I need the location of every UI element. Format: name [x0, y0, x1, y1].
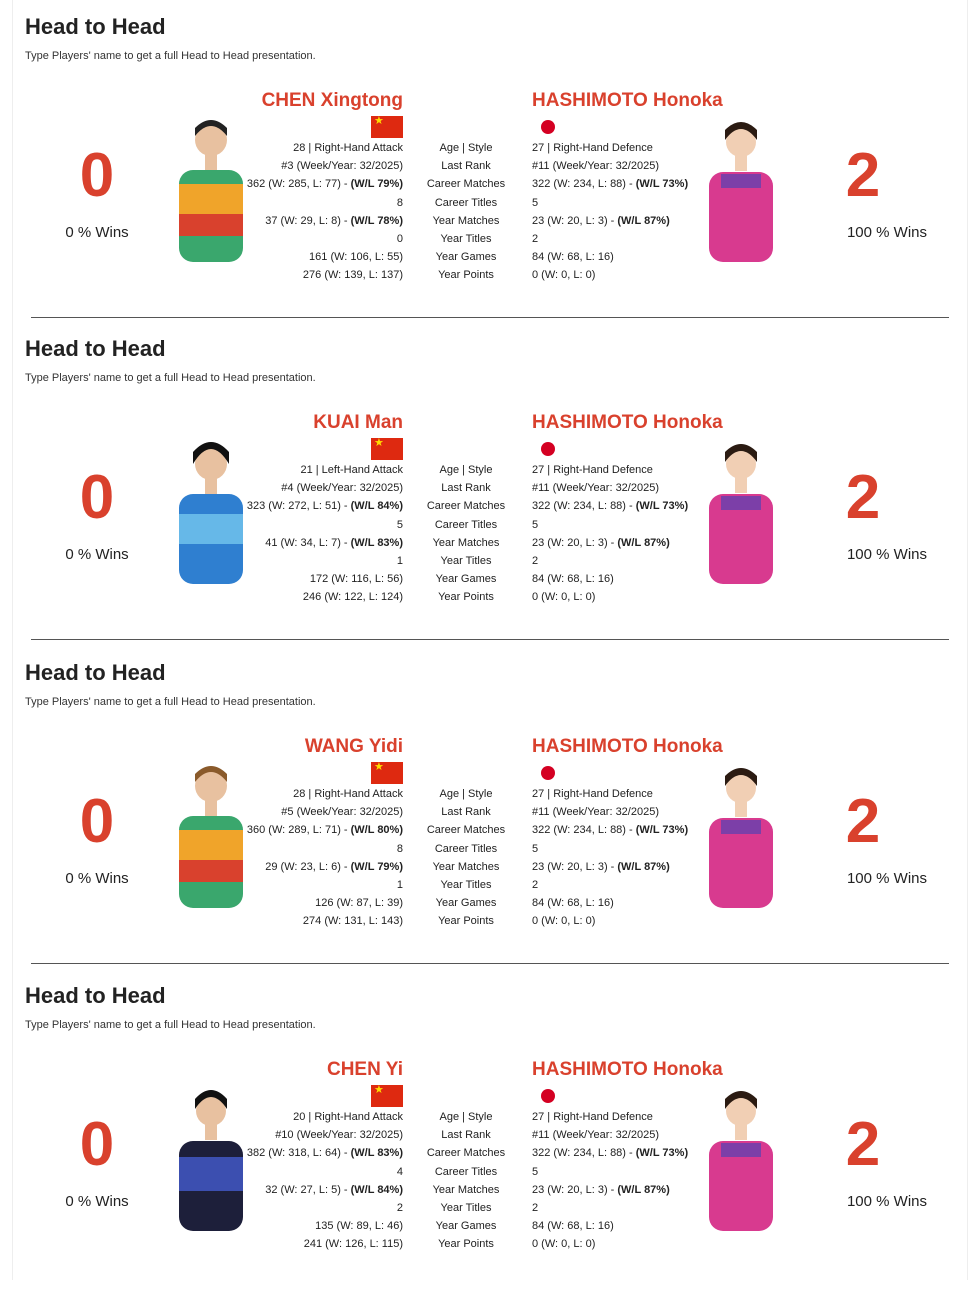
- stat-labels: [411, 139, 521, 285]
- label-career-matches: Career Matches: [426, 1147, 506, 1160]
- left-player-name[interactable]: KUAI Man: [313, 412, 403, 433]
- stat-last-rank: #10 (Week/Year: 32/2025): [275, 1129, 403, 1142]
- stat-year-matches: 23 (W: 20, L: 3) - (W/L 87%): [532, 536, 670, 549]
- stat-year-titles: 1: [396, 555, 403, 568]
- right-stats: [532, 1108, 688, 1254]
- stat-year-points: 246 (W: 122, L: 124): [302, 591, 403, 604]
- left-player-photo: [171, 434, 251, 584]
- label-year-games: Year Games: [435, 897, 497, 910]
- label-year-titles: Year Titles: [440, 555, 492, 568]
- stat-last-rank: #4 (Week/Year: 32/2025): [281, 482, 403, 495]
- label-year-games: Year Games: [435, 251, 497, 264]
- right-player-photo: [701, 758, 781, 908]
- label-year-points: Year Points: [438, 915, 494, 928]
- h2h-subtitle: Type Players' name to get a full Head to Head presentation.: [25, 696, 316, 708]
- stat-year-games: 135 (W: 89, L: 46): [315, 1220, 403, 1233]
- section-divider: [31, 639, 949, 640]
- left-score: 0: [79, 787, 115, 856]
- right-player-photo: [701, 434, 781, 584]
- stat-age-style: 21 | Left-Hand Attack: [300, 464, 403, 476]
- stat-career-matches: 322 (W: 234, L: 88) - (W/L 73%): [532, 1147, 689, 1160]
- right-score: 2: [845, 141, 881, 210]
- china-flag-icon: ★: [371, 762, 403, 784]
- stat-year-titles: 2: [532, 555, 539, 568]
- stat-age-style: 28 | Right-Hand Attack: [293, 142, 403, 154]
- stat-last-rank: #11 (Week/Year: 32/2025): [532, 1129, 659, 1142]
- stat-career-matches: 322 (W: 234, L: 88) - (W/L 73%): [532, 500, 689, 513]
- japan-flag-icon: [541, 120, 555, 134]
- japan-flag-icon: [541, 442, 555, 456]
- stat-year-titles: 0: [396, 233, 403, 246]
- right-wins: 100 % Wins: [846, 1193, 928, 1210]
- right-player-photo: [701, 112, 781, 262]
- stat-last-rank: #11 (Week/Year: 32/2025): [532, 806, 659, 819]
- label-career-titles: Career Titles: [434, 842, 498, 855]
- china-flag-icon: ★: [371, 116, 403, 138]
- stat-career-titles: 5: [532, 518, 539, 531]
- stat-labels: [411, 785, 521, 931]
- label-year-matches: Year Matches: [432, 214, 500, 227]
- right-wins: 100 % Wins: [846, 870, 928, 887]
- stat-career-titles: 8: [396, 842, 403, 855]
- right-player-photo: [701, 1081, 781, 1231]
- label-career-titles: Career Titles: [434, 518, 498, 531]
- label-year-matches: Year Matches: [432, 536, 500, 549]
- right-player-name[interactable]: HASHIMOTO Honoka: [532, 412, 723, 433]
- h2h-title: Head to Head: [25, 14, 166, 39]
- stat-career-titles: 8: [396, 196, 403, 209]
- right-score: 2: [845, 1110, 881, 1179]
- stat-year-matches: 23 (W: 20, L: 3) - (W/L 87%): [532, 1183, 670, 1196]
- stat-year-games: 84 (W: 68, L: 16): [532, 573, 614, 586]
- stat-age-style: 28 | Right-Hand Attack: [293, 788, 403, 800]
- label-career-titles: Career Titles: [434, 1165, 498, 1178]
- right-player-name[interactable]: HASHIMOTO Honoka: [532, 90, 723, 111]
- stat-career-matches: 360 (W: 289, L: 71) - (W/L 80%): [246, 824, 403, 837]
- stat-year-titles: 2: [532, 233, 539, 246]
- stat-year-matches: 32 (W: 27, L: 5) - (W/L 84%): [265, 1183, 403, 1196]
- left-stats: [247, 461, 403, 607]
- stat-year-points: 241 (W: 126, L: 115): [303, 1238, 403, 1251]
- stat-age-style: 27 | Right-Hand Defence: [532, 788, 653, 800]
- label-last-rank: Last Rank: [441, 806, 491, 819]
- label-age-style: Age | Style: [439, 1111, 493, 1123]
- label-age-style: Age | Style: [439, 464, 493, 476]
- left-wins: 0 % Wins: [65, 870, 129, 887]
- stat-year-games: 84 (W: 68, L: 16): [532, 1220, 614, 1233]
- left-wins: 0 % Wins: [65, 224, 129, 241]
- label-year-games: Year Games: [435, 1220, 497, 1233]
- stat-year-games: 172 (W: 116, L: 56): [309, 573, 403, 586]
- label-year-games: Year Games: [435, 573, 497, 586]
- stat-last-rank: #11 (Week/Year: 32/2025): [532, 482, 659, 495]
- h2h-subtitle: Type Players' name to get a full Head to Head presentation.: [25, 50, 316, 62]
- stat-year-matches: 37 (W: 29, L: 8) - (W/L 78%): [265, 214, 403, 227]
- label-year-points: Year Points: [438, 591, 494, 604]
- h2h-title: Head to Head: [25, 660, 166, 685]
- stat-year-matches: 29 (W: 23, L: 6) - (W/L 79%): [265, 860, 403, 873]
- stat-labels: [411, 461, 521, 607]
- right-score: 2: [845, 463, 881, 532]
- japan-flag-icon: [541, 766, 555, 780]
- label-last-rank: Last Rank: [441, 1129, 491, 1142]
- label-career-matches: Career Matches: [426, 500, 506, 513]
- right-wins: 100 % Wins: [846, 546, 928, 563]
- stat-year-games: 84 (W: 68, L: 16): [532, 251, 614, 264]
- stat-age-style: 27 | Right-Hand Defence: [532, 464, 653, 476]
- stat-year-titles: 1: [396, 879, 403, 892]
- left-player-name[interactable]: WANG Yidi: [304, 736, 403, 757]
- left-player-photo: [171, 758, 251, 908]
- section-divider: [31, 963, 949, 964]
- stat-age-style: 27 | Right-Hand Defence: [532, 142, 653, 154]
- label-last-rank: Last Rank: [441, 482, 491, 495]
- left-score: 0: [79, 141, 115, 210]
- stat-year-titles: 2: [396, 1202, 403, 1215]
- label-year-matches: Year Matches: [432, 1183, 500, 1196]
- label-year-titles: Year Titles: [440, 1202, 492, 1215]
- section-divider: [31, 317, 949, 318]
- h2h-title: Head to Head: [25, 336, 166, 361]
- h2h-title: Head to Head: [25, 983, 166, 1008]
- stat-last-rank: #5 (Week/Year: 32/2025): [281, 806, 403, 819]
- left-player-name[interactable]: CHEN Yi: [326, 1059, 403, 1080]
- stat-year-games: 161 (W: 106, L: 55): [309, 251, 403, 264]
- h2h-section: [13, 0, 967, 322]
- japan-flag-icon: [541, 1089, 555, 1103]
- h2h-subtitle: Type Players' name to get a full Head to Head presentation.: [25, 1019, 316, 1031]
- h2h-section: [13, 322, 967, 644]
- stat-career-titles: 5: [396, 518, 403, 531]
- label-year-points: Year Points: [438, 1238, 494, 1251]
- stat-age-style: 27 | Right-Hand Defence: [532, 1111, 653, 1123]
- left-stats: [247, 139, 403, 285]
- stat-year-points: 0 (W: 0, L: 0): [532, 269, 596, 282]
- h2h-section: [13, 646, 967, 968]
- stat-year-points: 0 (W: 0, L: 0): [532, 915, 596, 928]
- h2h-subtitle: Type Players' name to get a full Head to Head presentation.: [25, 372, 316, 384]
- stat-year-titles: 2: [532, 879, 539, 892]
- stat-career-titles: 5: [532, 196, 539, 209]
- right-stats: [532, 139, 688, 285]
- stat-year-points: 276 (W: 139, L: 137): [302, 269, 403, 282]
- stat-year-matches: 23 (W: 20, L: 3) - (W/L 87%): [532, 214, 670, 227]
- stat-career-matches: 323 (W: 272, L: 51) - (W/L 84%): [246, 500, 403, 513]
- stat-year-matches: 41 (W: 34, L: 7) - (W/L 83%): [265, 536, 403, 549]
- stat-year-games: 84 (W: 68, L: 16): [532, 897, 614, 910]
- stat-last-rank: #11 (Week/Year: 32/2025): [532, 160, 659, 173]
- china-flag-icon: ★: [371, 1085, 403, 1107]
- right-score: 2: [845, 787, 881, 856]
- left-score: 0: [79, 463, 115, 532]
- label-year-titles: Year Titles: [440, 879, 492, 892]
- stat-labels: [411, 1108, 521, 1254]
- label-career-matches: Career Matches: [426, 824, 506, 837]
- stat-year-points: 0 (W: 0, L: 0): [532, 591, 596, 604]
- left-player-name[interactable]: CHEN Xingtong: [261, 90, 403, 111]
- right-stats: [532, 785, 688, 931]
- left-stats: [247, 1108, 403, 1254]
- stat-year-points: 274 (W: 131, L: 143): [302, 915, 403, 928]
- label-last-rank: Last Rank: [441, 160, 491, 173]
- label-age-style: Age | Style: [439, 142, 493, 154]
- page-content: [12, 0, 968, 1280]
- stat-age-style: 20 | Right-Hand Attack: [293, 1111, 403, 1123]
- left-stats: [247, 785, 403, 931]
- label-year-points: Year Points: [438, 269, 494, 282]
- stat-career-matches: 322 (W: 234, L: 88) - (W/L 73%): [532, 824, 689, 837]
- label-year-titles: Year Titles: [440, 233, 492, 246]
- label-career-titles: Career Titles: [434, 196, 498, 209]
- left-wins: 0 % Wins: [65, 1193, 129, 1210]
- right-player-name[interactable]: HASHIMOTO Honoka: [532, 1059, 723, 1080]
- china-flag-icon: ★: [371, 438, 403, 460]
- label-age-style: Age | Style: [439, 788, 493, 800]
- left-player-photo: [171, 112, 251, 262]
- stat-career-titles: 5: [532, 842, 539, 855]
- h2h-section: [13, 969, 967, 1291]
- left-player-photo: [171, 1081, 251, 1231]
- right-player-name[interactable]: HASHIMOTO Honoka: [532, 736, 723, 757]
- stat-year-points: 0 (W: 0, L: 0): [532, 1238, 596, 1251]
- label-year-matches: Year Matches: [432, 860, 500, 873]
- stat-career-titles: 5: [532, 1165, 539, 1178]
- stat-last-rank: #3 (Week/Year: 32/2025): [281, 160, 403, 173]
- label-career-matches: Career Matches: [426, 178, 506, 191]
- stat-career-matches: 382 (W: 318, L: 64) - (W/L 83%): [246, 1147, 403, 1160]
- stat-year-matches: 23 (W: 20, L: 3) - (W/L 87%): [532, 860, 670, 873]
- stat-career-matches: 362 (W: 285, L: 77) - (W/L 79%): [246, 178, 403, 191]
- left-wins: 0 % Wins: [65, 546, 129, 563]
- left-score: 0: [79, 1110, 115, 1179]
- stat-career-matches: 322 (W: 234, L: 88) - (W/L 73%): [532, 178, 689, 191]
- right-stats: [532, 461, 688, 607]
- stat-year-titles: 2: [532, 1202, 539, 1215]
- stat-year-games: 126 (W: 87, L: 39): [315, 897, 403, 910]
- stat-career-titles: 4: [396, 1165, 403, 1178]
- right-wins: 100 % Wins: [846, 224, 928, 241]
